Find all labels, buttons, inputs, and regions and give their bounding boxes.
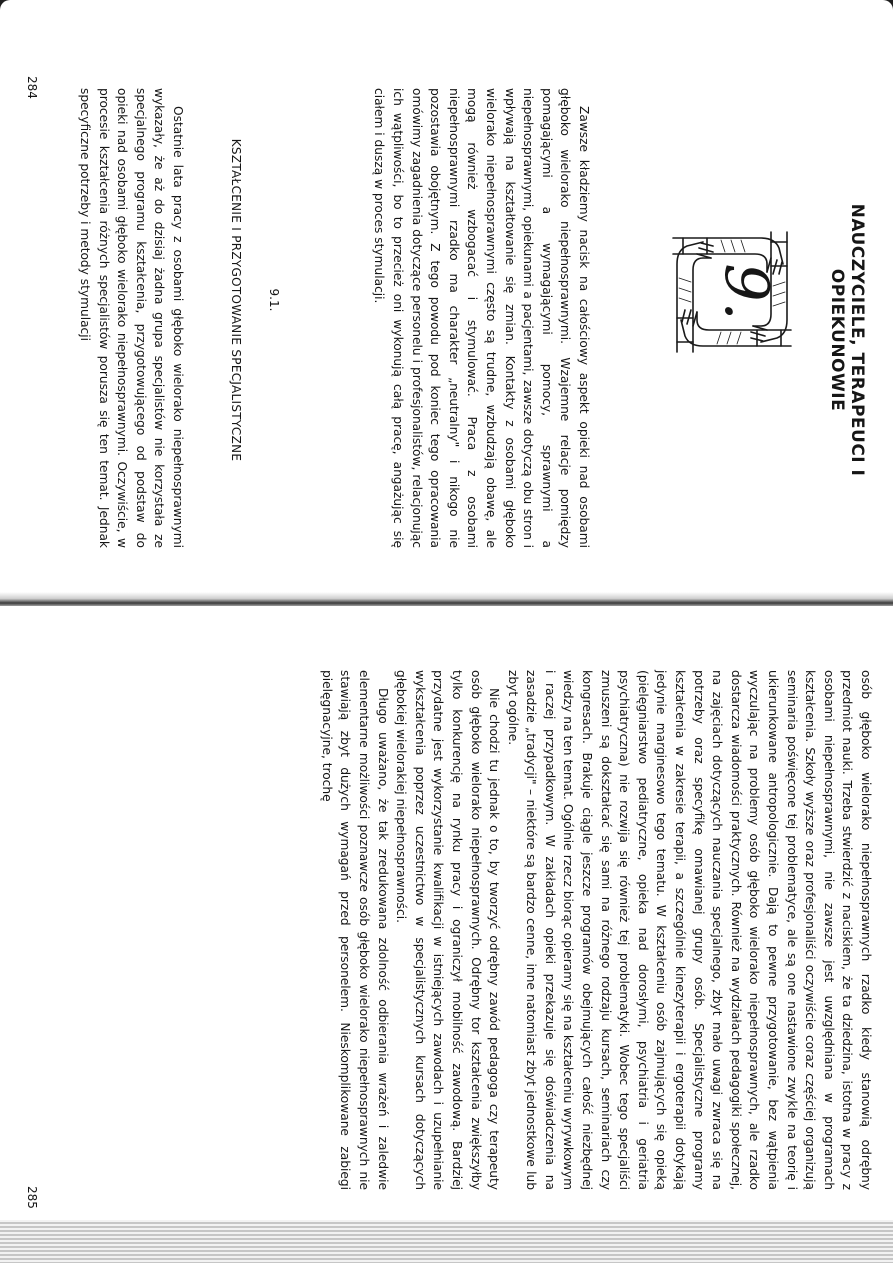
right-page (0, 606, 893, 1263)
right-paragraph-3: Długo uważano, że tak zredukowana zdolność odbierania wrażeń i zaledwie elementarne możliwości poznawcze osób głęboko wielorako niepełnosprawnych nie stawiają zbyt dużych wymagań przed personelem. Nieskomplikowane zabiegi pielęgnacyjne, trochę (319, 670, 390, 1190)
left-page (0, 0, 893, 600)
chapter-number: 9. (711, 263, 781, 321)
four-hands-frame-icon (663, 222, 801, 362)
right-paragraph-2: Nie chodzi tu jednak o to, by tworzyć odrębny zawód pedagoga czy terapeuty osób głęboko wielorako niepełnosprawnych. Odrębny tor kształcenia zwiększyłby tylko konkurencję na rynku pracy i ograniczył mobilność zawodową. Bardziej przydatne jest wykorzystanie kwalifikacji w istniejących zawodach i uzupełnianie wykształcenia poprzez uczestnictwo w specjalistycznych kursach dotyczących głębokiej wielorakiej niepełnosprawności. (394, 670, 502, 1190)
section-paragraph: Ostatnie lata pracy z osobami głęboko wielorako niepełnosprawnymi wykazały, że aż do dzisiaj żadna grupa specjalistów nie korzystała ze specjalnego programu kształcenia, przygotowującego od podstaw do opieki nad osobami głęboko wielorako niepełnosprawnymi. Oczywiście, w procesie kształcenia różnych specjalistów porusza się ten temat. Jednak specyficzne potrzeby i metody stymulacji (78, 88, 185, 548)
chapter-title: NAUCZYCIELE, TERAPEUCI I OPIEKUNOWIE (827, 203, 867, 477)
page-edges (0, 1220, 893, 1263)
right-paragraph-1: osób głęboko wielorako niepełnosprawnych rzadko kiedy stanowią odrębny przedmiot nauki. Trzeba stwierdzić z naciskiem, że ta dziedzina, istotna w pracy z osobami niepełnosprawnymi, nie zawsze jest uwzględniana w programach kształcenia. Szkoły wyższe oraz profesjonaliści oczywiście coraz częściej organizują seminaria poświęcone tej problematyce, ale są one nastawione zwykle na teorię i ukierunkowane antropologicznie. Dają to pewne przygotowanie, bez wątpienia wyczulając na problemy osób głęboko wielorako niepełnosprawnych, ale rzadko dostarcza wiadomości praktycznych. Również na wydziałach pedagogiki społecznej, na zajęciach dotyczących nauczania specjalnego, zbyt mało uwagi zwraca się na potrzeby oraz specyfikę omawianej grupy osób. Specjalistyczne programy kształcenia w zakresie terapii, a szczególnie kinezyterapii i ergoterapii dotykają jedynie marginesowo tego tematu. W kształceniu osób zajmujących się opieką (pielęgniarstwo pediatryczne, opieka nad dorosłymi, psychiatria i geriatria psychiatryczna) nie rozwija się również tej problematyki. Wobec tego specjaliści zmuszeni są dokształcać się sami na różnego rodzaju kursach, seminariach czy kongresach. Brakuje ciągle jeszcze programów obejmujących całość niezbędnej wiedzy na ten temat. Ogólnie rzecz biorąc opieramy się na kształceniu wyrywkowym i raczej przypadkowym. W zakładach opieki przekazuje się doświadczenia na zasadzie „tradycji" – niektóre są bardzo cenne, inne natomiast zbyt jednostkowe lub zbyt ogólne. (505, 670, 873, 1190)
section-number: 9.1. (267, 288, 281, 312)
section-title: KSZTAŁCENIE I PRZYGOTOWANIE SPECJALISTYCZNE (229, 138, 243, 462)
intro-paragraph: Zawsze kładziemy nacisk na całościowy aspekt opieki nad osobami głęboko wielorako niepełnosprawnymi. Wzajemne relacje pomiędzy pomagającymi a wymagającymi pomocy, sprawnymi a niepełnosprawnymi, opiekunami a pacjentami, zawsze dotyczą obu stron i wpływają na kształtowanie się zmian. Kontakty z osobami głęboko wielorako niepełnosprawnymi często są trudne, wzbudzają obawę, ale mogą również wzbogacać i stymulować. Praca z osobami niepełnosprawnymi rzadko ma charakter „neutralny" i nikogo nie pozostawia obojętnym. Z tego powodu pod koniec tego opracowania omówimy zagadnienia dotyczące personelu i profesjonalistów, relacjonując ich wątpliwości, bo to przecież oni wykonują całą pracę, angażując się ciałem i duszą w proces stymulacji. (372, 88, 591, 548)
right-page-text (317, 670, 875, 1190)
page-number-right: 285 (25, 1186, 39, 1209)
page-number-left: 284 (25, 76, 39, 99)
